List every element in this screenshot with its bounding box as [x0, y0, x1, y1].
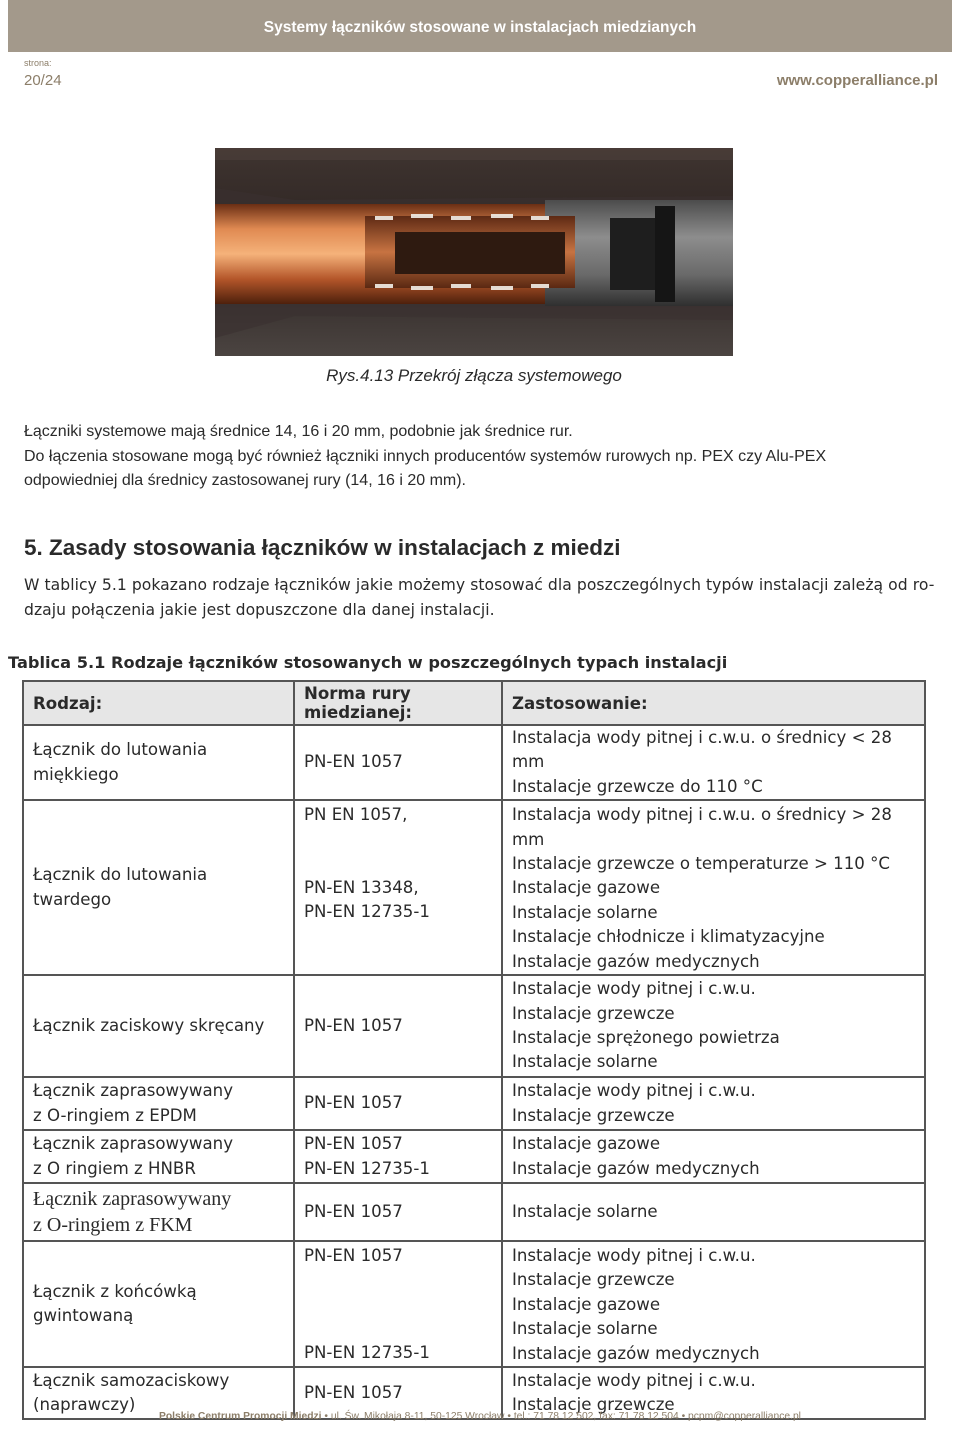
use-cell: Instalacja wody pitnej i c.w.u. o średnicy > 28 mm Instalacje grzewcze o temperaturze > 110 °C Instalacje gazowe Instalacje solarne Instalacje chłodnicze i klimatyzacyjne Instalacje gazów medycznych [502, 800, 925, 975]
use-cell: Instalacje gazowe Instalacje gazów medycznych [502, 1130, 925, 1183]
column-header: Norma rury miedzianej: [294, 681, 502, 725]
use-cell: Instalacje wody pitnej i c.w.u. Instalacje grzewcze Instalacje gazowe Instalacje solarne Instalacje gazów medycznych [502, 1241, 925, 1367]
column-header: Rodzaj: [23, 681, 294, 725]
norm-cell: PN-EN 1057 PN-EN 12735-1 [294, 1241, 502, 1367]
type-cell: Łącznik z końcówką gwintowaną [23, 1241, 294, 1367]
footer-phone: tel.: 71 78 12 502, fax: 71 78 12 504 [513, 1411, 679, 1422]
footer-separator: • [681, 1411, 689, 1422]
section-line: W tablicy 5.1 pokazano rodzaje łączników jakie możemy stosować dla poszczególnych typów instalacji zależą od ro- [24, 576, 935, 594]
type-cell: Łącznik zaprasowywany z O-ringiem z EPDM [23, 1077, 294, 1130]
table-row [23, 1183, 925, 1241]
type-cell: Łącznik zaciskowy skręcany [23, 975, 294, 1077]
norm-cell: PN-EN 1057 [294, 1183, 502, 1241]
use-cell: Instalacje wody pitnej i c.w.u. Instalacje grzewcze [502, 1077, 925, 1130]
type-cell: Łącznik zaprasowywany z O-ringiem z FKM [23, 1183, 294, 1241]
table-row [23, 1077, 925, 1130]
table-row [23, 725, 925, 800]
use-cell: Instalacja wody pitnej i c.w.u. o średnicy < 28 mm Instalacje grzewcze do 110 °C [502, 725, 925, 800]
type-cell: Łącznik zaprasowywany z O ringiem z HNBR [23, 1130, 294, 1183]
norm-cell: PN-EN 1057 [294, 975, 502, 1077]
section-paragraph [24, 573, 936, 622]
type-cell: Łącznik do lutowania twardego [23, 800, 294, 975]
intro-line: Do łączenia stosowane mogą być również łączniki innych producentów systemów rurowych np. PEX czy Alu-PEX [24, 447, 827, 465]
type-cell: Łącznik samozaciskowy (naprawczy) [23, 1367, 294, 1419]
table-row [23, 1241, 925, 1367]
table-row [23, 1130, 925, 1183]
figure-caption: Rys.4.13 Przekrój złącza systemowego [326, 366, 622, 385]
norm-cell: PN-EN 1057 PN-EN 12735-1 [294, 1130, 502, 1183]
use-cell: Instalacje solarne [502, 1183, 925, 1241]
intro-paragraph [24, 420, 936, 494]
table-row [23, 800, 925, 975]
intro-line: odpowiedniej dla średnicy zastosowanej rury (14, 16 i 20 mm). [24, 472, 466, 489]
norm-cell: PN EN 1057, PN-EN 13348, PN-EN 12735-1 [294, 800, 502, 975]
footer-separator: • [324, 1411, 331, 1422]
page-header-title: Systemy łączników stosowane w instalacjach miedzianych [263, 19, 697, 36]
page-footer [0, 1411, 960, 1422]
footer-email-link[interactable]: pcpm@copperalliance.pl [688, 1411, 801, 1422]
table-caption: Tablica 5.1 Rodzaje łączników stosowanych w poszczególnych typach instalacji [8, 653, 728, 672]
table-header-row [23, 681, 925, 725]
norm-cell: PN-EN 1057 [294, 1367, 502, 1419]
footer-address: ul. Św. Mikołaja 8-11, 50-125 Wrocław [330, 1411, 505, 1422]
column-header: Zastosowanie: [502, 681, 925, 725]
use-cell: Instalacje wody pitnej i c.w.u. Instalacje grzewcze [502, 1367, 925, 1419]
use-cell: Instalacje wody pitnej i c.w.u. Instalacje grzewcze Instalacje sprężonego powietrza Instalacje solarne [502, 975, 925, 1077]
page-number: 20/24 [24, 72, 62, 89]
page-label: strona: [24, 58, 52, 68]
section-line: dzaju połączenia jakie jest dopuszczone dla danej instalacji. [24, 600, 495, 619]
norm-cell: PN-EN 1057 [294, 725, 502, 800]
pipe-joint-cross-section-photo [215, 148, 733, 356]
norm-cell: PN-EN 1057 [294, 1077, 502, 1130]
intro-line: Łączniki systemowe mają średnice 14, 16 i 20 mm, podobnie jak średnice rur. [24, 423, 573, 440]
section-heading: 5. Zasady stosowania łączników w instalacjach z miedzi [24, 535, 621, 560]
type-cell: Łącznik do lutowania miękkiego [23, 725, 294, 800]
fittings-table [22, 680, 926, 1420]
footer-org: Polskie Centrum Promocji Miedzi [159, 1411, 322, 1422]
site-url-link[interactable]: www.copperalliance.pl [776, 72, 938, 89]
footer-separator: • [507, 1411, 514, 1422]
table-row [23, 975, 925, 1077]
